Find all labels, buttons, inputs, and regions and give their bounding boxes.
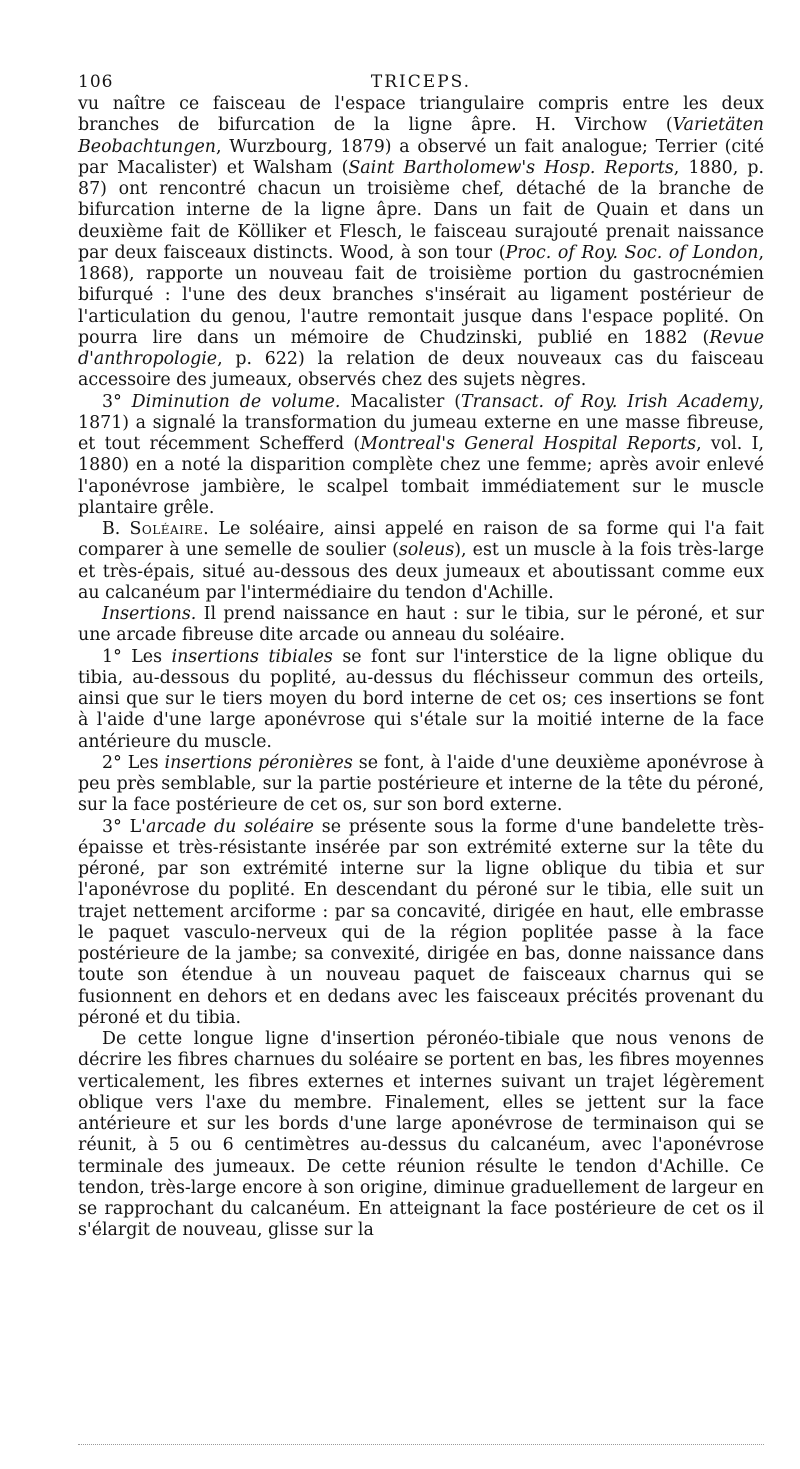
running-title: TRICEPS. <box>370 72 472 92</box>
section-heading: Diminution de volume. <box>131 391 341 412</box>
text-run: vu naître ce faisceau de l'espace triangulaire compris entre les deux branches de bifurcation de la ligne âpre. H. Virchow ( <box>78 94 764 136</box>
section-heading: Insertions. <box>102 604 197 624</box>
text-run: , 1871) a signalé la transformation du jumeau externe en une masse fibreuse, et tout récemment Schefferd ( <box>78 391 764 454</box>
text-run: Il prend naissance en haut : sur le tibia, sur le péroné, et sur une arcade fibreuse dite arcade ou anneau du soléaire. <box>78 604 764 646</box>
paragraph-diminution-volume <box>78 392 764 520</box>
text-run: 3° <box>102 391 132 412</box>
page-number: 106 <box>78 72 114 92</box>
term: arcade du soléaire <box>145 816 314 837</box>
text-run: , Wurzbourg, 1879) a observé un fait analogue; Terrier (cité par Macalister) et Walsham ( <box>78 136 764 178</box>
text-run: 2° Les <box>102 752 165 773</box>
citation-title: Proc. of Roy. Soc. of London <box>505 242 759 263</box>
paragraph-tendon-achille <box>78 1029 764 1242</box>
text-run: , vol. I, 1880) en a noté la disparition complète chez une femme; après avoir enlevé l'aponévrose jambière, le scalpel tombait immédiatement sur le muscle plantaire grêle. <box>78 434 764 518</box>
text-run: , 1868), rapporte un nouveau fait de troisième portion du gastrocnémien bifurqué : l'une des deux branches s'insérait au ligament postérieur de l'articulation du genou, l'autre remontait jusque dans l'espace poplité. On pourra lire dans un mémoire de Chudzinski, publié en 1882 ( <box>78 242 765 348</box>
text-run: se font sur l'interstice de la ligne oblique du tibia, au-dessous du poplité, au-dessus du fléchisseur commun des orteils, ainsi que sur le tiers moyen du bord interne de cet os; ces insertions se font à l'aide d'une large aponévrose qui s'étale sur la moitié interne de la face antérieure du muscle. <box>78 646 764 752</box>
paragraph-soleaire <box>78 519 764 604</box>
text-run: 3° L' <box>102 816 146 837</box>
paragraph-insertions <box>78 604 764 647</box>
text-run: B. <box>102 519 130 539</box>
text-run: se font, à l'aide d'une deuxième aponévrose à peu près semblable, sur la partie postérieure et interne de la tête du péroné, sur la face postérieure de cet os, sur son bord externe. <box>78 752 764 816</box>
term: insertions péronières <box>164 752 353 773</box>
paragraph-insertions-tibiales <box>78 647 764 753</box>
text-run: , p. 622) la relation de deux nouveaux cas du faisceau accessoire des jumeaux, observés chez des sujets nègres. <box>78 349 764 391</box>
text-run: se présente sous la forme d'une bandelette très-épaisse et très-résistante insérée par son extrémité externe sur la tête du péroné, par son extrémité interne sur la ligne oblique du tibia et sur l'aponévrose du poplité. En descendant du péroné sur le tibia, elle suit un trajet nettement arciforme : par sa concavité, dirigée en haut, elle embrasse le paquet vasculo-nerveux qui de la région poplitée passe à la face postérieure de la jambe; sa convexité, dirigée en bas, donne naissance dans toute son étendue à un nouveau paquet de faisceaux charnus qui se fusionnent en dehors et en dedans avec les faisceaux précités provenant du péroné et du tibia. <box>78 816 765 1028</box>
section-heading: Soléaire. <box>129 519 210 539</box>
term: insertions tibiales <box>171 646 333 667</box>
citation-title: Varietäten Beobachtungen <box>78 115 764 157</box>
latin-term: soleus <box>398 540 455 561</box>
text-run: Le soléaire, ainsi appelé en raison de sa forme qui l'a fait comparer à une semelle de soulier ( <box>78 519 764 561</box>
page-header <box>78 66 764 94</box>
text-run: , 1880, p. 87) ont rencontré chacun un troisième chef, détaché de la branche de bifurcation interne de la ligne âpre. Dans un fait de Quain et dans un deuxième fait de Kölliker et Flesch, le faisceau surajouté prenait naissance par deux faisceaux distincts. Wood, à son tour ( <box>78 157 765 263</box>
citation-title: Saint Bartholomew's Hosp. Reports <box>348 157 674 178</box>
text-run: 1° Les <box>102 646 172 667</box>
text-run: ), est un muscle à la fois très-large et très-épais, situé au-dessous des deux jumeaux et aboutissant comme eux au calcanéum par l'intermédiaire du tendon d'Achille. <box>78 540 764 603</box>
citation-title: Transact. of Roy. Irish Academy <box>461 391 759 412</box>
paragraph-arcade-soleaire <box>78 817 764 1030</box>
citation-title: Montreal's General Hospital Reports <box>360 434 697 454</box>
body-text <box>78 94 764 1242</box>
bottom-rule <box>78 1444 764 1445</box>
citation-title: Revue d'anthropologie <box>78 327 764 369</box>
text-run: Macalister ( <box>340 391 461 412</box>
paragraph-insertions-peronieres <box>78 753 764 817</box>
paragraph-faisceau-surajoute <box>78 94 764 392</box>
text-run: De cette longue ligne d'insertion péronéo-tibiale que nous venons de décrire les fibres charnues du soléaire se portent en bas, les fibres moyennes verticalement, les fibres externes et internes suivant un trajet légèrement oblique vers l'axe du membre. Finalement, elles se jettent sur la face antérieure et sur les bords d'une large aponévrose de terminaison qui se réunit, à 5 ou 6 centimètres au-dessus du calcanéum, avec l'aponévrose terminale des jumeaux. De cette réunion résulte le tendon d'Achille. Ce tendon, très-large encore à son origine, diminue graduellement de largeur en se rapprochant du calcanéum. En atteignant la face postérieure de cet os il s'élargit de nouveau, glisse sur la <box>78 1029 764 1241</box>
